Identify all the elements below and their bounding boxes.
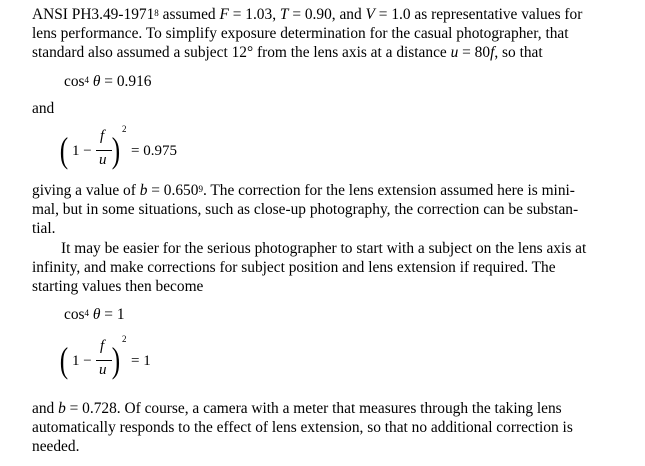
paragraph-2-line-1: giving a value of $b = 0.650^9$. The correction for the lens extension assumed here is mini-	[32, 182, 575, 199]
equation-cos4-theta-0916: $\cos^4 \theta = 0.916$	[64, 73, 152, 90]
paragraph-4-line-3: needed.	[32, 438, 80, 455]
paragraph-4-line-1: and b = 0.728. Of course, a camera with a meter that measures through the taking lens	[32, 400, 562, 417]
paragraph-2-line-3: tial.	[32, 220, 56, 237]
and-label: and	[32, 100, 55, 117]
paragraph-2-line-2: mal, but in some situations, such as close-up photography, the correction can be substan-	[32, 201, 579, 218]
equation-lens-extension-1: ( 1 − f u ) 2 = 1	[59, 334, 151, 380]
paragraph-3-line-2: infinity, and make corrections for subject position and lens extension if required. The	[32, 259, 556, 276]
paragraph-1-line-3: standard also assumed a subject 12° from the lens axis at a distance u = 80f, so that	[32, 44, 543, 61]
equation-cos4-theta-1: $\cos^4 \theta = 1$	[64, 306, 125, 323]
paragraph-1-line-1: ANSI PH3.49-1971$^8$ assumed F = 1.03, T = 0.90, and V = 1.0 as representative values for	[32, 6, 583, 23]
equation-lens-extension-0975: ( 1 − f u ) 2 = 0.975	[59, 124, 177, 170]
paragraph-4-line-2: automatically responds to the effect of lens extension, so that no additional correction is	[32, 419, 573, 436]
paragraph-3-line-3: starting values then become	[32, 278, 204, 295]
footnote-ref-9: 9	[198, 184, 203, 194]
paragraph-3-line-1: It may be easier for the serious photographer to start with a subject on the lens axis at	[61, 240, 587, 257]
paragraph-1-line-2: lens performance. To simplify exposure determination for the casual photographer, that	[32, 25, 569, 42]
footnote-ref-8: 8	[154, 8, 159, 18]
